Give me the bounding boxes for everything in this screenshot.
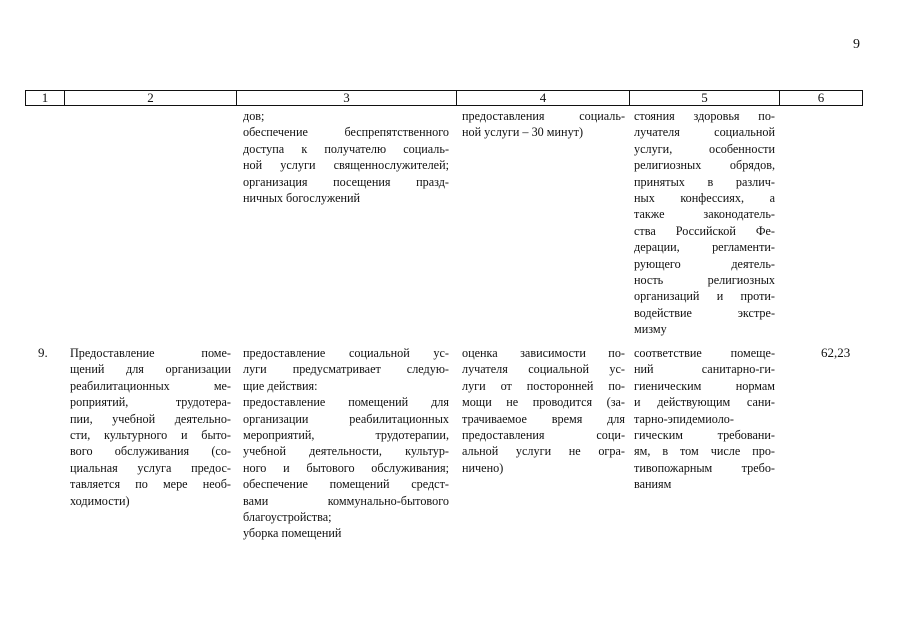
text-line: обеспечение помещений средст- xyxy=(243,477,449,492)
cont-col5-cell xyxy=(634,108,775,338)
text-line: Предоставление поме- xyxy=(70,346,231,360)
text-line: сти, культурного и быто- xyxy=(70,428,231,443)
text-line: также законодатель- xyxy=(634,207,775,222)
cont-col4-cell xyxy=(462,108,625,141)
page-number: 9 xyxy=(853,37,860,52)
text-line: обеспечение беспрепятственного xyxy=(243,125,449,140)
text-line: предоставление помещений для xyxy=(243,395,449,410)
text-line: ничных богослужений xyxy=(243,191,361,206)
row9-col5-cell xyxy=(634,345,775,493)
text-line: реабилитационных ме- xyxy=(70,378,231,393)
row-number: 9. xyxy=(38,345,48,360)
row9-col3-cell xyxy=(243,345,449,542)
text-line: и действующим сани- xyxy=(634,395,775,410)
text-line: тавляется по мере необ- xyxy=(70,477,231,492)
text-line: мизму xyxy=(634,322,667,337)
header-cell-4: 4 xyxy=(457,91,630,105)
text-line: лучателя социальной xyxy=(634,125,775,140)
text-line: роприятий, трудотера- xyxy=(70,395,231,410)
text-line: уборка помещений xyxy=(243,526,342,541)
row9-col6-value: 62,23 xyxy=(821,345,851,360)
text-line: религиозных обрядов, xyxy=(634,158,775,173)
text-line: ваниям xyxy=(634,477,672,492)
text-line: организации реабилитационных xyxy=(243,411,449,426)
text-line: гическим требовани- xyxy=(634,428,775,443)
text-line: луги предусматривает следую- xyxy=(243,362,449,377)
text-line: трачиваемое время для xyxy=(462,411,625,426)
cont-col3-cell xyxy=(243,108,449,206)
text-line: учебной деятельности, культур- xyxy=(243,444,449,459)
text-line: щие действия: xyxy=(243,378,318,393)
table-header-row xyxy=(25,90,863,106)
text-line: вами коммунально-бытового xyxy=(243,493,449,508)
text-line: ного и бытового обслуживания; xyxy=(243,460,449,475)
text-line: гиеническим нормам xyxy=(634,378,775,393)
text-line: доступа к получателю социаль- xyxy=(243,141,449,156)
header-cell-6: 6 xyxy=(817,90,825,105)
text-line: стояния здоровья по- xyxy=(634,109,775,123)
text-line: альной услуги не огра- xyxy=(462,444,625,459)
text-line: мощи не проводится (за- xyxy=(462,395,625,410)
text-line: тивопожарным требо- xyxy=(634,460,775,475)
text-line: ной услуги священнослужителей; xyxy=(243,158,449,173)
text-line: предоставление социальной ус- xyxy=(243,346,449,360)
text-line: ям, в том числе про- xyxy=(634,444,775,459)
header-cell-1: 1 xyxy=(26,91,65,105)
text-line: ничено) xyxy=(462,460,504,475)
text-line: вого обслуживания (со- xyxy=(70,444,231,459)
text-line: лучателя социальной ус- xyxy=(462,362,625,377)
header-cell-2: 2 xyxy=(65,91,237,105)
text-line: водействие экстре- xyxy=(634,305,775,320)
text-line: предоставления социаль- xyxy=(462,109,625,123)
text-line: организация посещения празд- xyxy=(243,174,449,189)
text-line: тарно-эпидемиоло- xyxy=(634,411,734,426)
text-line: щений для организации xyxy=(70,362,231,377)
text-line: дерации, регламенти- xyxy=(634,240,775,255)
text-line: ных конфессиях, а xyxy=(634,191,775,206)
text-line: организаций и проти- xyxy=(634,289,775,304)
text-line: мероприятий, трудотерапии, xyxy=(243,428,449,443)
text-line: оценка зависимости по- xyxy=(462,346,625,360)
text-line: благоустройства; xyxy=(243,510,332,525)
text-line: ность религиозных xyxy=(634,273,775,288)
row9-col4-cell xyxy=(462,345,625,476)
text-line: ной услуги – 30 минут) xyxy=(462,125,584,140)
text-line: рующего деятель- xyxy=(634,256,775,271)
header-cell-3: 3 xyxy=(237,91,457,105)
text-line: соответствие помеще- xyxy=(634,346,775,360)
text-line: циальная услуга предос- xyxy=(70,460,231,475)
text-line: принятых в различ- xyxy=(634,174,775,189)
text-line: ходимости) xyxy=(70,493,130,508)
text-line: ний санитарно-ги- xyxy=(634,362,775,377)
text-line: услуги, особенности xyxy=(634,141,775,156)
text-line: луги от посторонней по- xyxy=(462,378,625,393)
header-cell-5: 5 xyxy=(630,91,780,105)
row9-col2-cell xyxy=(70,345,231,509)
text-line: пии, учебной деятельно- xyxy=(70,411,231,426)
text-line: предоставления соци- xyxy=(462,428,625,443)
text-line: ства Российской Фе- xyxy=(634,223,775,238)
text-line: дов; xyxy=(243,109,265,123)
